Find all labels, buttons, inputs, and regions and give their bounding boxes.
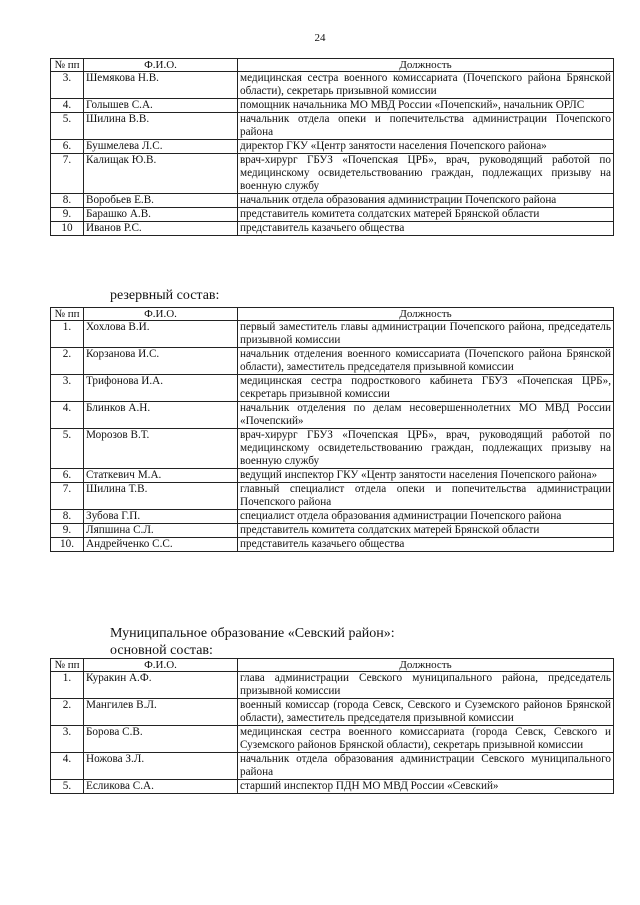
table-header-row [51,308,614,321]
person-name: Статкевич М.А. [84,469,238,483]
commission-table-main-sevsk [50,658,614,794]
person-name: Голышев С.А. [84,99,238,113]
row-number: 5. [51,429,84,469]
person-name: Андрейченко С.С. [84,538,238,552]
table-row [51,348,614,375]
person-name: Зубова Г.П. [84,510,238,524]
person-name: Ляпшина С.Л. [84,524,238,538]
row-number: 4. [51,99,84,113]
row-number: 4. [51,753,84,780]
header-position: Должность [238,308,614,321]
row-number: 8. [51,194,84,208]
main-composition-heading: основной состав: [110,643,213,658]
person-name: Барашко А.В. [84,208,238,222]
table-header-row [51,659,614,672]
person-position: начальник отдела образования администрации Севского муниципального района [238,753,614,780]
person-name: Трифонова И.А. [84,375,238,402]
person-name: Шилина Т.В. [84,483,238,510]
row-number: 8. [51,510,84,524]
table-row [51,672,614,699]
person-position: врач-хирург ГБУЗ «Почепская ЦРБ», врач, руководящий работой по медицинскому освидетельствованию граждан, подлежащих призыву на военную службу [238,429,614,469]
person-position: начальник отделения по делам несовершеннолетних МО МВД России «Почепский» [238,402,614,429]
person-position: старший инспектор ПДН МО МВД России «Севский» [238,780,614,794]
table-row [51,375,614,402]
person-name: Корзанова И.С. [84,348,238,375]
person-position: начальник отделения военного комиссариата (Почепского района Брянской области), заместитель председателя призывной комиссии [238,348,614,375]
reserve-heading: резервный состав: [110,288,220,303]
person-name: Шилина В.В. [84,113,238,140]
person-position: медицинская сестра военного комиссариата (Почепского района Брянской области), секретарь призывной комиссии [238,72,614,99]
header-name: Ф.И.О. [84,659,238,672]
person-name: Морозов В.Т. [84,429,238,469]
person-name: Иванов Р.С. [84,222,238,236]
commission-table-main-pochep [50,58,614,236]
table-row [51,780,614,794]
header-num: № пп [51,308,84,321]
row-number: 5. [51,113,84,140]
table-row [51,429,614,469]
person-position: медицинская сестра военного комиссариата (города Севск, Севского и Суземского районов Брянской области), секретарь призывной комиссии [238,726,614,753]
person-position: помощник начальника МО МВД России «Почепский», начальник ОРЛС [238,99,614,113]
person-position: представитель комитета солдатских матерей Брянской области [238,524,614,538]
row-number: 2. [51,348,84,375]
table-row [51,483,614,510]
person-position: специалист отдела образования администрации Почепского района [238,510,614,524]
row-number: 2. [51,699,84,726]
person-name: Мангилев В.Л. [84,699,238,726]
person-position: первый заместитель главы администрации Почепского района, председатель призывной комиссии [238,321,614,348]
table-row [51,140,614,154]
page-number: 24 [314,32,326,44]
person-position: врач-хирург ГБУЗ «Почепская ЦРБ», врач, руководящий работой по медицинскому освидетельствованию граждан, подлежащих призыву на военную службу [238,154,614,194]
person-position: военный комиссар (города Севск, Севского и Суземского районов Брянской области), заместитель председателя призывной комиссии [238,699,614,726]
table-row [51,113,614,140]
header-position: Должность [238,659,614,672]
person-position: начальник отдела опеки и попечительства администрации Почепского района [238,113,614,140]
person-position: представитель комитета солдатских матерей Брянской области [238,208,614,222]
commission-table-reserve-pochep [50,307,614,552]
person-position: глава администрации Севского муниципального района, председатель призывной комиссии [238,672,614,699]
table-row [51,208,614,222]
person-name: Хохлова В.И. [84,321,238,348]
row-number: 6. [51,469,84,483]
person-position: представитель казачьего общества [238,222,614,236]
table-row [51,99,614,113]
row-number: 7. [51,483,84,510]
person-position: директор ГКУ «Центр занятости населения Почепского района» [238,140,614,154]
row-number: 10 [51,222,84,236]
person-name: Борова С.В. [84,726,238,753]
table-row [51,469,614,483]
row-number: 9. [51,208,84,222]
row-number: 10. [51,538,84,552]
row-number: 3. [51,72,84,99]
header-name: Ф.И.О. [84,59,238,72]
table-row [51,538,614,552]
table-row [51,726,614,753]
row-number: 4. [51,402,84,429]
row-number: 3. [51,726,84,753]
row-number: 3. [51,375,84,402]
person-name: Шемякова Н.В. [84,72,238,99]
header-num: № пп [51,659,84,672]
table-row [51,321,614,348]
table-row [51,753,614,780]
table-row [51,402,614,429]
table-row [51,524,614,538]
person-name: Есликова С.А. [84,780,238,794]
table-row [51,510,614,524]
header-name: Ф.И.О. [84,308,238,321]
person-name: Ножова З.Л. [84,753,238,780]
row-number: 1. [51,672,84,699]
table-row [51,699,614,726]
person-name: Блинков А.Н. [84,402,238,429]
row-number: 5. [51,780,84,794]
table-row [51,222,614,236]
row-number: 1. [51,321,84,348]
table-row [51,154,614,194]
person-position: главный специалист отдела опеки и попечительства администрации Почепского района [238,483,614,510]
person-position: медицинская сестра подросткового кабинета ГБУЗ «Почепская ЦРБ», секретарь призывной комиссии [238,375,614,402]
person-position: ведущий инспектор ГКУ «Центр занятости населения Почепского района» [238,469,614,483]
table-header-row [51,59,614,72]
table-row [51,72,614,99]
person-position: представитель казачьего общества [238,538,614,552]
person-name: Воробьев Е.В. [84,194,238,208]
municipal-heading: Муниципальное образование «Севский район»: [110,626,395,641]
person-name: Бушмелева Л.С. [84,140,238,154]
table-row [51,194,614,208]
person-name: Калищак Ю.В. [84,154,238,194]
person-name: Куракин А.Ф. [84,672,238,699]
row-number: 7. [51,154,84,194]
header-num: № пп [51,59,84,72]
row-number: 6. [51,140,84,154]
header-position: Должность [238,59,614,72]
person-position: начальник отдела образования администрации Почепского района [238,194,614,208]
row-number: 9. [51,524,84,538]
